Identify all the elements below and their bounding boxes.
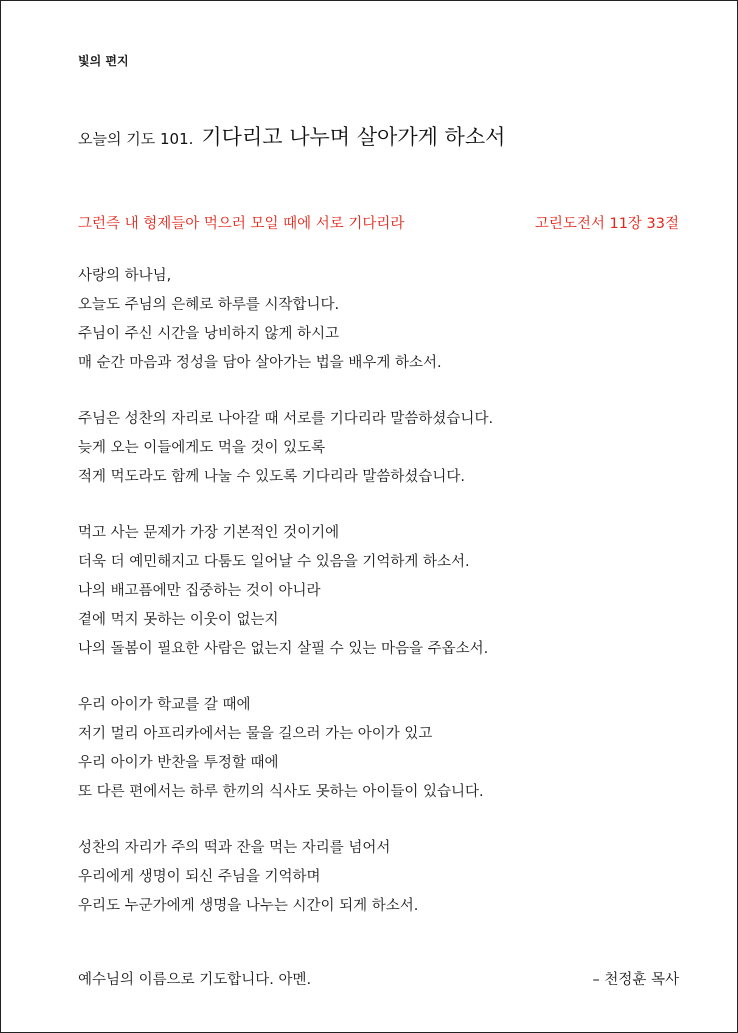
prayer-line: 더욱 더 예민해지고 다툼도 일어날 수 있음을 기억하게 하소서. bbox=[78, 554, 470, 570]
prayer-line: 우리 아이가 학교를 갈 때에 bbox=[78, 697, 251, 713]
page-title: 기다리고 나누며 살아가게 하소서 bbox=[201, 125, 506, 149]
closing-text: 예수님의 이름으로 기도합니다. 아멘. bbox=[78, 972, 312, 988]
title-label: 오늘의 기도 101. bbox=[78, 130, 194, 148]
prayer-line: 주님은 성찬의 자리로 나아갈 때 서로를 기다리라 말씀하셨습니다. bbox=[78, 411, 494, 427]
prayer-line: 우리에게 생명이 되신 주님을 기억하며 bbox=[78, 869, 321, 885]
paragraph-4 bbox=[78, 691, 679, 807]
verse-text: 그런즉 내 형제들아 먹으러 모일 때에 서로 기다리라 bbox=[78, 216, 405, 232]
prayer-line: 또 다른 편에서는 하루 한끼의 식사도 못하는 아이들이 있습니다. bbox=[78, 784, 484, 800]
prayer-line: 우리도 누군가에게 생명을 나누는 시간이 되게 하소서. bbox=[78, 898, 419, 914]
prayer-line: 나의 돌봄이 필요한 사람은 없는지 살필 수 있는 마음을 주옵소서. bbox=[78, 641, 489, 657]
brand-label: 빛의 편지 bbox=[78, 54, 129, 68]
prayer-line: 늦게 오는 이들에게도 먹을 것이 있도록 bbox=[78, 440, 326, 456]
bible-verse bbox=[78, 212, 679, 233]
prayer-line: 성찬의 자리가 주의 떡과 잔을 먹는 자리를 넘어서 bbox=[78, 840, 391, 856]
prayer-line: 적게 먹도라도 함께 나눌 수 있도록 기다리라 말씀하셨습니다. bbox=[78, 469, 466, 485]
paragraph-3 bbox=[78, 519, 679, 664]
prayer-line: 오늘도 주님의 은혜로 하루를 시작합니다. bbox=[78, 297, 340, 313]
closing-row bbox=[78, 968, 679, 989]
paragraph-2 bbox=[78, 405, 679, 492]
prayer-line: 우리 아이가 반찬을 투정할 때에 bbox=[78, 755, 279, 771]
paragraph-1 bbox=[78, 262, 679, 378]
prayer-line: 매 순간 마음과 정성을 담아 살아가는 법을 배우게 하소서. bbox=[78, 355, 442, 371]
verse-reference: 고린도전서 11장 33절 bbox=[534, 216, 679, 232]
prayer-line: 먹고 사는 문제가 가장 기본적인 것이기에 bbox=[78, 525, 340, 541]
title-row bbox=[78, 121, 505, 151]
paragraph-5 bbox=[78, 834, 679, 921]
prayer-line: 나의 배고픔에만 집중하는 것이 아니라 bbox=[78, 583, 321, 599]
prayer-line: 사랑의 하나님, bbox=[78, 268, 172, 284]
prayer-line: 곁에 먹지 못하는 이웃이 없는지 bbox=[78, 612, 279, 628]
prayer-line: 저기 멀리 아프리카에서는 물을 길으러 가는 아이가 있고 bbox=[78, 726, 433, 742]
author-signature: – 천정훈 목사 bbox=[592, 972, 679, 988]
prayer-line: 주님이 주신 시간을 낭비하지 않게 하시고 bbox=[78, 326, 340, 342]
prayer-body bbox=[78, 262, 679, 948]
